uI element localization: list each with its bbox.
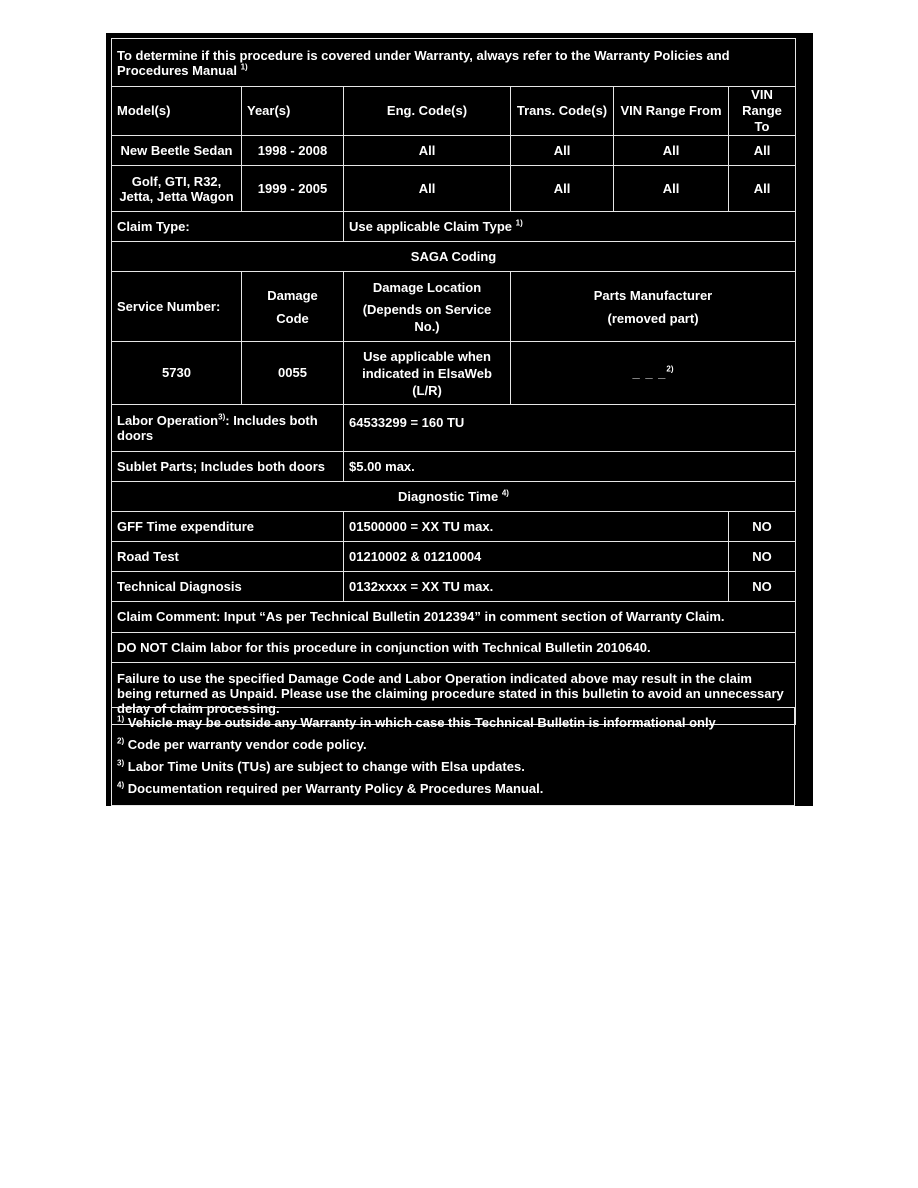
sublet-row xyxy=(112,452,796,482)
claim-type-row xyxy=(112,212,796,242)
saga-value-row xyxy=(112,342,796,405)
sublet-value: $5.00 max. xyxy=(344,452,796,482)
table-row xyxy=(112,136,796,166)
service-number-cell: 5730 xyxy=(112,342,242,405)
header-line: (removed part) xyxy=(607,310,699,326)
damage-location-cell xyxy=(344,342,511,405)
footnote-mark: 1) xyxy=(117,714,125,724)
model-cell: New Beetle Sedan xyxy=(112,136,242,166)
table-row xyxy=(112,166,796,212)
header-eng-code: Eng. Code(s) xyxy=(344,87,511,136)
eng-code-cell: All xyxy=(344,136,511,166)
model-line: Jetta, Jetta Wagon xyxy=(119,188,234,204)
labor-row xyxy=(112,405,796,452)
intro-footnote-mark: 1) xyxy=(240,62,248,72)
intro-text: To determine if this procedure is covered under Warranty, always refer to the Warranty Policies and Procedures Manual xyxy=(117,47,730,78)
vin-from-cell: All xyxy=(614,136,729,166)
parts-placeholder: _ _ _ xyxy=(632,365,667,380)
model-cell xyxy=(112,166,242,212)
header-models: Model(s) xyxy=(112,87,242,136)
vin-from-cell: All xyxy=(614,166,729,212)
trans-code-cell: All xyxy=(511,136,614,166)
eng-code-cell: All xyxy=(344,166,511,212)
footnote-text: Vehicle may be outside any Warranty in which case this Technical Bulletin is informational only xyxy=(127,715,716,730)
parts-footnote-mark: 2) xyxy=(666,364,674,374)
footnote-text: Documentation required per Warranty Policy & Procedures Manual. xyxy=(127,781,544,796)
footnote xyxy=(117,712,789,734)
header-line: Damage Location xyxy=(372,279,482,295)
footnote xyxy=(117,778,789,800)
years-cell: 1998 - 2008 xyxy=(242,136,344,166)
location-line: Use applicable when xyxy=(363,348,491,364)
years-cell: 1999 - 2005 xyxy=(242,166,344,212)
location-line: (L/R) xyxy=(412,382,442,398)
diagnostic-label: GFF Time expenditure xyxy=(112,512,344,542)
footnote-text: Labor Time Units (TUs) are subject to change with Elsa updates. xyxy=(127,759,525,774)
table-row xyxy=(112,572,796,602)
diagnostic-flag: NO xyxy=(729,572,796,602)
footnote-mark: 4) xyxy=(117,780,125,790)
saga-header-parts-manufacturer xyxy=(511,272,796,342)
diagnostic-title-row xyxy=(112,482,796,512)
saga-title: SAGA Coding xyxy=(112,242,796,272)
claim-comment-row xyxy=(112,602,796,633)
footnotes-cell xyxy=(112,708,795,806)
vin-to-cell: All xyxy=(729,166,796,212)
claim-type-text: Use applicable Claim Type xyxy=(349,218,513,234)
saga-title-row xyxy=(112,242,796,272)
diagnostic-code: 0132xxxx = XX TU max. xyxy=(344,572,729,602)
diagnostic-code: 01500000 = XX TU max. xyxy=(344,512,729,542)
claim-type-label: Claim Type: xyxy=(112,212,344,242)
footnotes-row xyxy=(112,708,795,806)
saga-header-damage-location xyxy=(344,272,511,342)
footnote-text: Code per warranty vendor code policy. xyxy=(127,737,367,752)
do-not-claim-row xyxy=(112,633,796,663)
diagnostic-title xyxy=(112,482,796,512)
header-line: Code xyxy=(276,310,309,326)
diagnostic-title-text: Diagnostic Time xyxy=(398,488,499,504)
labor-footnote-mark: 3) xyxy=(218,412,226,422)
diagnostic-label: Road Test xyxy=(112,542,344,572)
diagnostic-code: 01210002 & 01210004 xyxy=(344,542,729,572)
table-row xyxy=(112,542,796,572)
labor-value: 64533299 = 160 TU xyxy=(344,405,796,452)
sublet-label: Sublet Parts; Includes both doors xyxy=(112,452,344,482)
saga-header-damage-code xyxy=(242,272,344,342)
diagnostic-flag: NO xyxy=(729,512,796,542)
intro-cell xyxy=(112,39,796,87)
footnote xyxy=(117,734,789,756)
saga-header-service: Service Number: xyxy=(112,272,242,342)
warranty-table xyxy=(111,38,796,725)
saga-header-row xyxy=(112,272,796,342)
damage-code-cell: 0055 xyxy=(242,342,344,405)
table-row xyxy=(112,512,796,542)
location-line: indicated in ElsaWeb xyxy=(362,365,492,381)
labor-label-text: : Includes both xyxy=(225,413,318,428)
claim-comment: Claim Comment: Input “As per Technical Bulletin 2012394” in comment section of Warranty Claim. xyxy=(112,602,796,633)
diagnostic-footnote-mark: 4) xyxy=(501,488,509,498)
footnotes-table xyxy=(111,707,795,806)
header-vin-to: VIN Range To xyxy=(729,87,796,136)
diagnostic-label: Technical Diagnosis xyxy=(112,572,344,602)
footnote xyxy=(117,756,789,778)
header-line: Damage xyxy=(267,287,318,303)
header-years: Year(s) xyxy=(242,87,344,136)
header-line: No.) xyxy=(414,318,440,334)
vin-to-cell: All xyxy=(729,136,796,166)
claim-type-value xyxy=(344,212,796,242)
intro-row xyxy=(112,39,796,87)
header-trans-code: Trans. Code(s) xyxy=(511,87,614,136)
footnote-mark: 3) xyxy=(117,758,125,768)
claim-type-footnote-mark: 1) xyxy=(515,218,523,228)
diagnostic-flag: NO xyxy=(729,542,796,572)
model-line: Golf, GTI, R32, xyxy=(131,173,222,189)
do-not-claim: DO NOT Claim labor for this procedure in conjunction with Technical Bulletin 2010640. xyxy=(112,633,796,663)
labor-label xyxy=(112,405,344,452)
header-line: (Depends on Service xyxy=(362,301,492,317)
footnote-mark: 2) xyxy=(117,736,125,746)
header-vin-from: VIN Range From xyxy=(614,87,729,136)
labor-label-text: Labor Operation xyxy=(117,413,219,428)
models-header-row xyxy=(112,87,796,136)
header-line: Parts Manufacturer xyxy=(593,287,713,303)
trans-code-cell: All xyxy=(511,166,614,212)
failure-note: Failure to use the specified Damage Code and Labor Operation indicated above may result in the claim being returned as Unpaid. Please use the claiming procedure stated in this bulletin to avoid an unnecessary delay of claim processing. xyxy=(112,663,796,725)
labor-label-text: doors xyxy=(117,428,154,443)
parts-manufacturer-cell xyxy=(511,342,796,405)
